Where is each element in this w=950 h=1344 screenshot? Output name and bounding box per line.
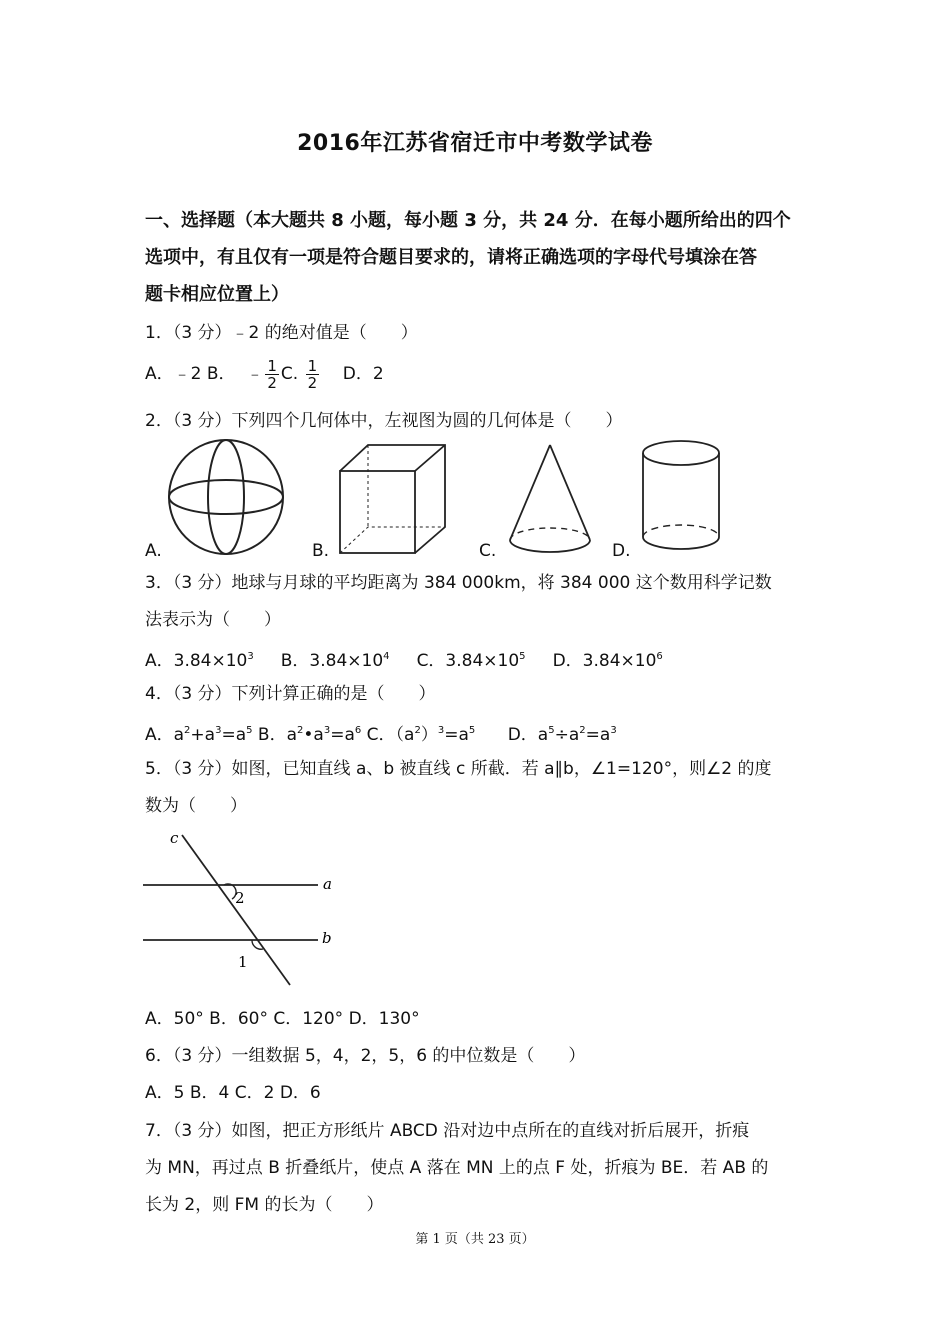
question-7-stem-line-1: 7．（3 分）如图，把正方形纸片 ABCD 沿对边中点所在的直线对折后展开，折痕 — [145, 1121, 750, 1141]
q4-d-label: D．a — [507, 725, 549, 745]
exp: 5 — [548, 725, 555, 736]
question-4-options — [145, 720, 617, 746]
q4-a-label: A．a — [145, 725, 185, 745]
question-3-options — [145, 646, 663, 672]
q3-option-c-exponent: 5 — [519, 651, 526, 662]
q2-label-b: B. — [312, 541, 330, 561]
q2-label-d: D. — [612, 541, 631, 561]
question-5-figure — [140, 825, 350, 995]
cube-figure — [340, 445, 445, 553]
q3-option-a-exponent: 3 — [247, 651, 254, 662]
question-3-stem-line-1: 3．（3 分）地球与月球的平均距离为 384 000km，将 384 000 这个数用科学记数 — [145, 573, 772, 593]
q4-a-eq: =a — [221, 725, 247, 745]
q2-label-a: A. — [145, 541, 162, 561]
q3-option-d-exponent: 6 — [656, 651, 663, 662]
q4-d-eq: =a — [585, 725, 611, 745]
question-1-stem: 1．（3 分）﹣2 的绝对值是（ ） — [145, 323, 418, 343]
q4-option-b — [258, 725, 361, 745]
question-7-stem-line-2: 为 MN，再过点 B 折叠纸片，使点 A 落在 MN 上的点 F 处，折痕为 BE．若 AB 的 — [145, 1158, 769, 1178]
exp: 2 — [297, 725, 304, 736]
q1-option-b-fraction — [265, 358, 279, 391]
q4-option-a — [145, 725, 253, 745]
exp: 2 — [414, 725, 421, 736]
label-b: b — [322, 929, 332, 947]
q1-option-c-fraction — [306, 358, 320, 391]
q4-b-label: B．a — [257, 725, 298, 745]
sphere-figure — [169, 440, 283, 554]
q2-label-c: C. — [479, 541, 497, 561]
question-3-stem-line-2: 法表示为（ ） — [145, 610, 281, 630]
page-footer: 第 1 页（共 23 页） — [415, 1232, 535, 1247]
label-c: c — [170, 829, 179, 847]
q3-option-a: A．3.84×10 — [145, 651, 248, 671]
cone-figure — [510, 445, 590, 552]
section-heading-line-3: 题卡相应位置上） — [145, 284, 289, 305]
question-5-stem-line-1: 5．（3 分）如图，已知直线 a、b 被直线 c 所截．若 a∥b，∠1=120°，则∠2 的度 — [145, 759, 772, 779]
label-angle-1: 1 — [238, 953, 248, 971]
label-a: a — [323, 875, 332, 893]
fraction-denominator: 2 — [307, 373, 318, 392]
q3-option-b: B．3.84×10 — [280, 651, 384, 671]
q4-a-plus: +a — [190, 725, 216, 745]
q4-c-paren: ） — [420, 725, 438, 745]
q1-option-a: A．﹣2 B． — [145, 364, 236, 384]
page-title: 2016年江苏省宿迁市中考数学试卷 — [297, 131, 653, 156]
exp: 6 — [354, 725, 362, 736]
label-angle-2: 2 — [235, 889, 245, 907]
exp: 5 — [246, 725, 253, 736]
fraction-numerator: 1 — [307, 356, 318, 375]
question-6-options: A．5 B．4 C．2 D．6 — [145, 1083, 321, 1103]
question-2-stem: 2．（3 分）下列四个几何体中，左视图为圆的几何体是（ ） — [145, 411, 623, 431]
section-heading-line-2: 选项中，有且仅有一项是符合题目要求的，请将正确选项的字母代号填涂在答 — [145, 247, 757, 268]
fraction-denominator: 2 — [267, 373, 277, 392]
question-6-stem: 6．（3 分）一组数据 5，4，2，5，6 的中位数是（ ） — [145, 1046, 586, 1066]
exp: 2 — [184, 725, 191, 736]
question-1-options — [145, 354, 384, 394]
q1-option-c: C. — [280, 364, 299, 384]
q3-option-d: D．3.84×10 — [552, 651, 657, 671]
exp: 3 — [323, 725, 331, 736]
cylinder-figure — [643, 441, 719, 549]
exp: 3 — [610, 725, 617, 736]
q1-option-b-sign: ﹣ — [246, 364, 264, 384]
fraction-numerator: 1 — [267, 356, 277, 375]
exp: 3 — [215, 725, 222, 736]
q4-d-div: ÷a — [554, 725, 580, 745]
exp: 3 — [437, 725, 445, 736]
section-heading-line-1: 一、选择题（本大题共 8 小题，每小题 3 分，共 24 分．在每小题所给出的四个 — [145, 210, 791, 231]
q4-b-dot: •a — [303, 725, 324, 745]
exp: 2 — [579, 725, 586, 736]
question-2-figures — [140, 435, 740, 560]
question-5-options: A．50° B．60° C．120° D．130° — [145, 1009, 420, 1029]
line-c — [182, 835, 290, 985]
q3-option-b-exponent: 4 — [383, 651, 390, 662]
q4-option-d — [508, 725, 617, 745]
question-4-stem: 4．（3 分）下列计算正确的是（ ） — [145, 684, 436, 704]
exp: 5 — [468, 725, 476, 736]
q1-option-d: D．2 — [342, 364, 384, 384]
q4-c-eq: =a — [444, 725, 469, 745]
q4-c-label: C．（a — [366, 725, 415, 745]
question-7-stem-line-3: 长为 2，则 FM 的长为（ ） — [145, 1195, 384, 1215]
q3-option-c: C．3.84×10 — [416, 651, 520, 671]
q4-b-eq: =a — [330, 725, 355, 745]
q4-option-c — [367, 725, 476, 745]
question-5-stem-line-2: 数为（ ） — [145, 796, 247, 816]
